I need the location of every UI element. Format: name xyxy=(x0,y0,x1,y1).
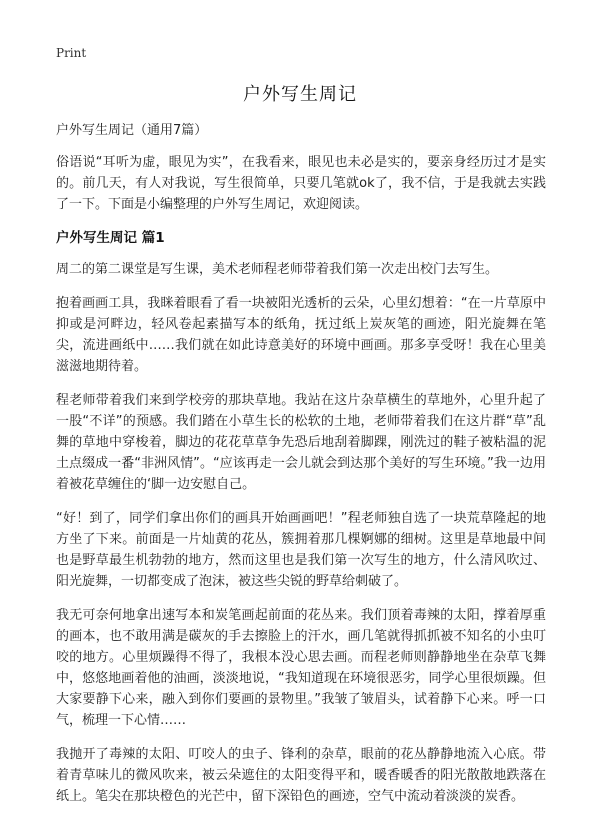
body-paragraph: 周二的第二课堂是写生课，美术老师程老师带着我们第一次走出校门去写生。 xyxy=(56,262,499,277)
document-subtitle: 户外写生周记（通用7篇） xyxy=(56,123,208,138)
print-link[interactable]: Print xyxy=(56,46,87,60)
section-heading: 户外写生周记 篇1 xyxy=(56,230,165,246)
body-paragraph: 我无可奈何地拿出速写本和炭笔画起前面的花丛来。我们顶着毒辣的太阳，撑着厚重的画本，也不敢用满是碳灰的手去擦脸上的汗水，画几笔就得抓抓被不知名的小虫叮咬的地方。心里烦躁得不得了，我根本没心思去画。而程老师则静静地坐在杂草飞舞中，悠悠地画着他的油画，淡淡地说，“我知道现在环境很恶劣，同学心里很烦躁。但大家要静下心来，融入到你们要画的景物里。”我皱了皱眉头，试着静下心来。呼一口气，梳理一下心情…… xyxy=(56,608,546,728)
body-paragraph: 我抛开了毒辣的太阳、叮咬人的虫子、锋利的杂草，眼前的花丛静静地流入心底。带着青草味儿的微风吹来，被云朵遮住的太阳变得平和，暖香暖香的阳光散散地跌落在纸上。笔尖在那块橙色的光芒中，留下深铅色的画迹，空气中流动着淡淡的炭香。 xyxy=(56,747,546,804)
body-paragraph: 抱着画画工具，我眯着眼看了看一块被阳光透析的云朵，心里幻想着：“在一片草原中抑或是河畔边，轻风卷起素描写本的纸角，抚过纸上炭灰笔的画迹，阳光旋舞在笔尖，流进画纸中……我们就在如此诗意美好的环境中画画。那多享受呀！我在心里美滋滋地期待着。 xyxy=(56,296,546,374)
page-title: 户外写生周记 xyxy=(243,84,357,105)
body-paragraph: “好！到了，同学们拿出你们的画具开始画画吧！”程老师独自选了一块荒草隆起的地方坐了下来。前面是一片灿黄的花丛，簇拥着那几棵婀娜的细树。这里是草地最中间也是野草最生机勃勃的地方，然而这里也是我们第一次写生的地方，什么清风吹过、阳光旋舞，一切都变成了泡沫，被这些尖锐的野草给刺破了。 xyxy=(56,511,546,589)
body-paragraph: 程老师带着我们来到学校旁的那块草地。我站在这片杂草横生的草地外，心里升起了一股“不详”的预感。我们踏在小草生长的松软的土地，老师带着我们在这片群“草”乱舞的草地中穿梭着，脚边的花花草草争先恐后地刮着脚踝，刚洗过的鞋子被粘温的泥土点缀成一番“非洲风情”。“应该再走一会儿就会到达那个美好的写生环境。”我一边用着被花草缠住的‘脚一边安慰自己。 xyxy=(56,393,546,492)
intro-paragraph: 俗语说“耳听为虚，眼见为实”，在我看来，眼见也未必是实的，要亲身经历过才是实的。前几天，有人对我说，写生很简单，只要几笔就ok了，我不信，于是我就去实践了一下。下面是小编整理的户外写生周记，欢迎阅读。 xyxy=(56,155,546,212)
document-body xyxy=(56,120,546,820)
